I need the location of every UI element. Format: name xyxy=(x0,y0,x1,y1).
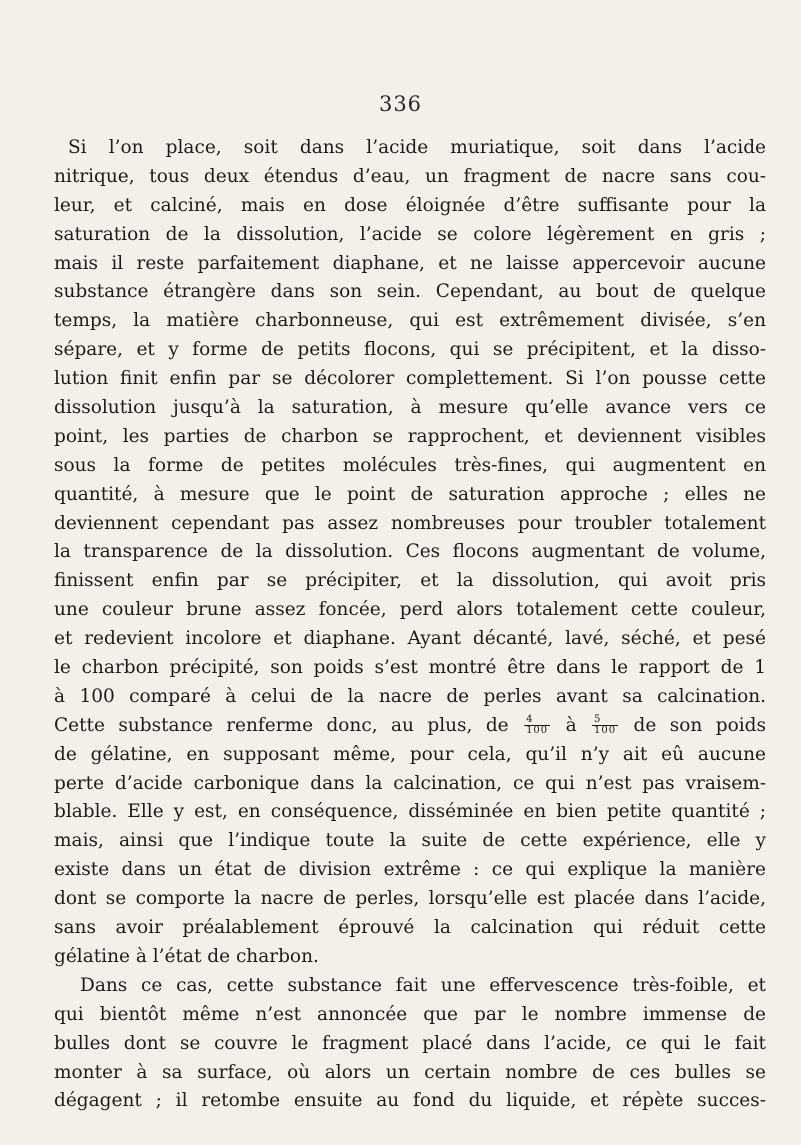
text-line: Si l’on place, soit dans l’acide muriatique, soit dans l’acide xyxy=(68,137,766,158)
text-line: sépare, et y forme de petits flocons, qui se précipitent, et la disso- xyxy=(54,339,766,361)
text-line: nitrique, tous deux étendus d’eau, un fragment de nacre sans cou- xyxy=(54,165,766,187)
text-line: une couleur brune assez foncée, perd alors totalement cette couleur, xyxy=(54,599,766,621)
text-line: existe dans un état de division extrême : ce qui explique la manière xyxy=(54,859,766,881)
text-line: et redevient incolore et diaphane. Ayant décanté, lavé, séché, et pesé xyxy=(54,628,766,650)
text-line: dont se comporte la nacre de perles, lorsqu’elle est placée dans l’acide, xyxy=(54,888,766,910)
fraction-line-after: de son poids xyxy=(633,714,766,736)
text-line: qui bientôt même n’est annoncée que par le nombre immense de xyxy=(54,1003,766,1025)
fraction-4-100 xyxy=(524,715,550,736)
text-line: blable. Elle y est, en conséquence, disséminée en bien petite quantité ; xyxy=(54,801,766,823)
text-line: point, les parties de charbon se rapprochent, et deviennent visibles xyxy=(54,425,766,447)
text-line: Dans ce cas, cette substance fait une effervescence très-foible, et xyxy=(80,974,766,996)
text-line: substance étrangère dans son sein. Cependant, au bout de quelque xyxy=(54,281,766,303)
text-line: temps, la matière charbonneuse, qui est extrêmement divisée, s’en xyxy=(54,310,766,332)
text-line: bulles dont se couvre le fragment placé dans l’acide, ce qui le fait xyxy=(54,1032,766,1054)
fraction-5-100 xyxy=(592,715,618,736)
text-line: perte d’acide carbonique dans la calcination, ce qui n’est pas vraisem- xyxy=(54,772,766,794)
text-line: dissolution jusqu’à la saturation, à mesure qu’elle avance vers ce xyxy=(54,397,766,419)
text-line: sans avoir préalablement éprouvé la calcination qui réduit cette xyxy=(54,917,766,939)
fraction-line-middle: à xyxy=(565,714,577,736)
text-line: mais il reste parfaitement diaphane, et ne laisse appercevoir aucune xyxy=(54,252,766,274)
text-line: deviennent cependant pas assez nombreuses pour troubler totalement xyxy=(54,512,766,534)
text-line: sous la forme de petites molécules très-fines, qui augmentent en xyxy=(54,454,766,476)
text-line: mais, ainsi que l’indique toute la suite de cette expérience, elle y xyxy=(54,830,766,852)
text-line: saturation de la dissolution, l’acide se colore légèrement en gris ; xyxy=(54,223,766,245)
text-line: dégagent ; il retombe ensuite au fond du liquide, et répète succes- xyxy=(54,1090,766,1112)
fraction-denominator: 100 xyxy=(594,725,617,737)
text-line: monter à sa surface, où alors un certain nombre de ces bulles se xyxy=(54,1061,766,1083)
fraction-numerator: 4 xyxy=(524,715,550,726)
text-line: à 100 comparé à celui de la nacre de perles avant sa calcination. xyxy=(54,685,766,707)
text-line: de gélatine, en supposant même, pour cela, qu’il n’y ait eû aucune xyxy=(54,743,766,765)
text-line: leur, et calciné, mais en dose éloignée d’être suffisante pour la xyxy=(54,194,766,216)
fraction-line-before: Cette substance renferme donc, au plus, de xyxy=(54,714,509,736)
text-line: gélatine à l’état de charbon. xyxy=(54,945,319,967)
fraction-line xyxy=(54,712,766,741)
text-line: quantité, à mesure que le point de saturation approche ; elles ne xyxy=(54,483,766,505)
body-text xyxy=(54,134,766,1116)
fraction-numerator: 5 xyxy=(592,715,618,726)
text-line: finissent enfin par se précipiter, et la dissolution, qui avoit pris xyxy=(54,570,766,592)
fraction-denominator: 100 xyxy=(526,725,549,737)
text-line: la transparence de la dissolution. Ces flocons augmentant de volume, xyxy=(54,541,766,563)
page-number: 336 xyxy=(378,92,423,116)
text-line: le charbon précipité, son poids s’est montré être dans le rapport de 1 xyxy=(54,657,766,679)
text-line: lution finit enfin par se décolorer complettement. Si l’on pousse cette xyxy=(54,368,766,390)
